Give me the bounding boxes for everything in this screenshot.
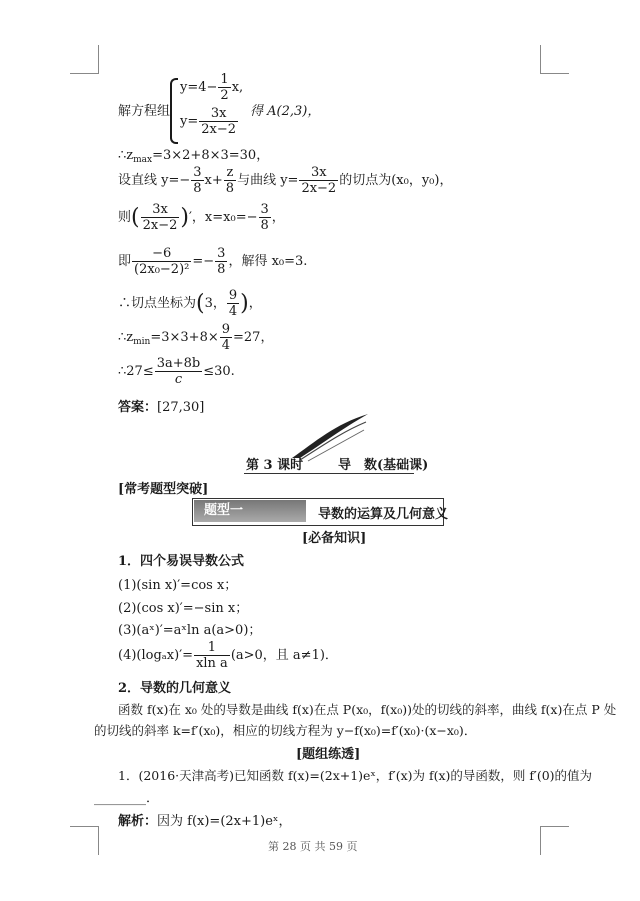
formula-2: (2)(cos x)′=−sin x； <box>118 601 249 616</box>
lesson-number: 第 3 课时 <box>246 458 304 473</box>
question-1-line-1: 1．(2016·天津高考)已知函数 f(x)=(2x+1)eˣ，f′(x)为 f(x)的导函数，则 f′(0)的值为 <box>118 768 593 783</box>
heading-formulas: 1．四个易误导数公式 <box>118 554 245 569</box>
topic-tag: 题型一 <box>194 500 306 522</box>
solution-label: 解析： <box>118 814 158 829</box>
solution-line: 解析：因为 f(x)=(2x+1)eˣ， <box>118 814 292 829</box>
answer-label: 答案： <box>118 400 158 415</box>
range-line: ∴27≤ $\frac{3a+8b}{c}$ ≤30. <box>118 356 235 387</box>
system-label: 解方程组 <box>118 104 171 119</box>
page-footer: 第 28 页 共 59 页 <box>268 840 358 853</box>
corner-mark-top-right <box>540 45 569 74</box>
point-a-result: 得 A(2,3)， <box>250 104 321 119</box>
lesson-underline <box>244 473 414 474</box>
system-brace <box>170 78 178 144</box>
heading-geometric-meaning: 2．导数的几何意义 <box>118 681 232 696</box>
equation-2: y= $\frac{3x}{2x-2}$ <box>180 106 237 137</box>
corner-mark-bottom-left <box>70 826 99 855</box>
zmax-line: $\therefore z_{max}=3\times 2+8\times 3=30$， <box>118 148 270 165</box>
lesson-title: 导 数(基础课) <box>338 458 429 473</box>
formula-1: (1)(sin x)′=cos x； <box>118 578 238 593</box>
tangent-setup-line: 设直线 y=− $\frac{3}{8}$ x+ $\frac{z}{8}$ 与曲线 y= $\frac{3x}{2x-2}$ 的切点为(x₀，y₀)， <box>118 165 453 196</box>
question-1-blank: ________． <box>94 791 160 806</box>
answer-line <box>118 396 204 415</box>
answer-value: [27,30] <box>157 400 205 415</box>
tangent-point-line: ∴切点坐标为(3， $\frac{9}{4}$ )， <box>118 288 262 319</box>
formula-4: (4)(logₐx)′= $\frac{1}{\text{xln a}}$ (a>0，且 a≠1)． <box>118 640 338 671</box>
formula-3: (3)(aˣ)′=aˣln a(a>0)； <box>118 623 262 638</box>
equation-1: y=4− $\frac{1}{2}$ x, <box>180 72 244 103</box>
paragraph-line-2: 的切线的斜率 k=f′(x₀)，相应的切线方程为 y−f(x₀)=f′(x₀)·(x−x₀)． <box>94 723 477 738</box>
must-know-header: [必备知识] <box>302 531 367 546</box>
topic-title: 导数的运算及几何意义 <box>318 507 449 522</box>
zmin-line: $\therefore z_{min}=3\times 3+8\times$ $\frac{9}{4}$ =27， <box>118 322 274 353</box>
paragraph-line-1: 函数 f(x)在 x₀ 处的导数是曲线 f(x)在点 P(x₀，f(x₀))处的切线的斜率，曲线 f(x)在点 P 处 <box>118 702 617 717</box>
corner-mark-top-left <box>70 45 99 74</box>
section-header: [常考题型突破] <box>118 482 209 497</box>
practice-header: [题组练透] <box>296 747 361 762</box>
corner-mark-bottom-right <box>540 826 569 855</box>
derivative-line: 则( $\frac{3x}{2x-2}$ )′，x=x₀=− $\frac{3}{8}$ ， <box>118 202 285 233</box>
solve-x0-line: 即 $\frac{-6}{\text{(2x₀−2)²}}$ =− $\frac{3}{8}$ ，解得 x₀=3. <box>118 246 308 277</box>
